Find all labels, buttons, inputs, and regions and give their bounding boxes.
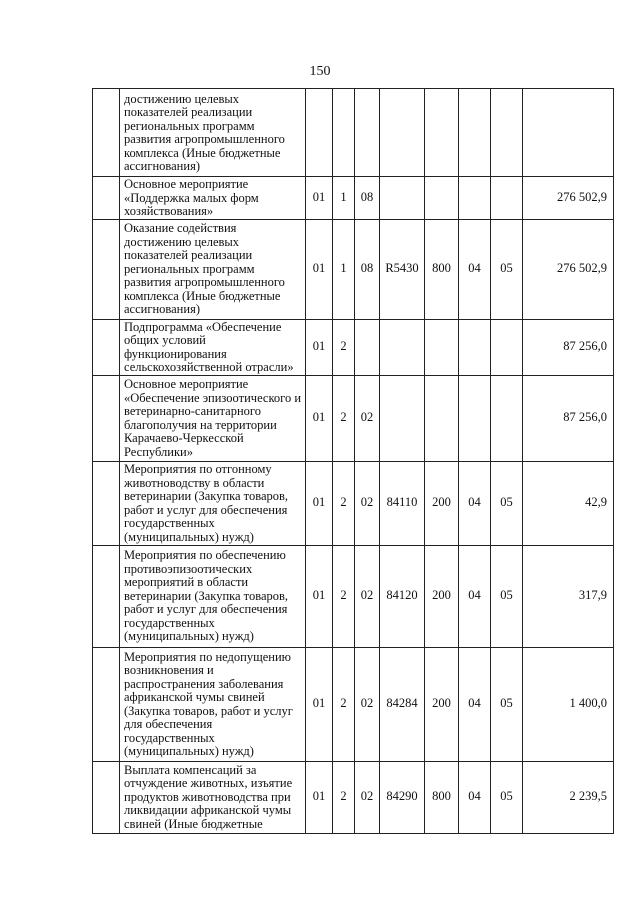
row-amount-cell: 276 502,9: [523, 219, 614, 319]
direction-code-cell: 84284: [380, 647, 425, 761]
subprogram-code-cell: 2: [333, 375, 355, 461]
row-amount-cell: 1 400,0: [523, 647, 614, 761]
row-blank-cell: [93, 545, 120, 647]
subsection-cell: 05: [491, 545, 523, 647]
direction-code-cell: R5430: [380, 219, 425, 319]
event-code-cell: 02: [355, 461, 380, 545]
subprogram-code-cell: 2: [333, 761, 355, 833]
subprogram-code-cell: 2: [333, 461, 355, 545]
program-code-cell: 01: [306, 177, 333, 220]
row-name-cell: достижению целевых показателей реализации региональных программ развития агропромышленного комплекса (Иные бюджетные ассигнования): [120, 89, 306, 177]
program-code-cell: 01: [306, 545, 333, 647]
row-name-cell: Основное мероприятие «Обеспечение эпизоотического и ветеринарно-санитарного благополучия на территории Карачаево-Черкесской Республики»: [120, 375, 306, 461]
subprogram-code-cell: 2: [333, 545, 355, 647]
expense-type-cell: 800: [425, 219, 459, 319]
row-amount-cell: 317,9: [523, 545, 614, 647]
expense-type-cell: 200: [425, 545, 459, 647]
event-code-cell: 08: [355, 219, 380, 319]
section-cell: [459, 177, 491, 220]
row-blank-cell: [93, 375, 120, 461]
section-cell: [459, 375, 491, 461]
section-cell: 04: [459, 647, 491, 761]
row-name-cell: Мероприятия по отгонному животноводству в области ветеринарии (Закупка товаров, работ и услуг для обеспечения государственных (муниципальных) нужд): [120, 461, 306, 545]
row-name-cell: Мероприятия по недопущению возникновения и распространения заболевания африканской чумы свиней (Закупка товаров, работ и услуг для обеспечения государственных (муниципальных) нужд): [120, 647, 306, 761]
row-name-cell: Подпрограмма «Обеспечение общих условий функционирования сельскохозяйственной отрасли»: [120, 319, 306, 375]
row-name-cell: Мероприятия по обеспечению противоэпизоотических мероприятий в области ветеринарии (Закупка товаров, работ и услуг для обеспечения государственных (муниципальных) нужд): [120, 545, 306, 647]
expense-type-cell: [425, 319, 459, 375]
direction-code-cell: [380, 177, 425, 220]
subprogram-code-cell: 2: [333, 647, 355, 761]
event-code-cell: [355, 89, 380, 177]
subsection-cell: 05: [491, 647, 523, 761]
row-blank-cell: [93, 647, 120, 761]
direction-code-cell: [380, 89, 425, 177]
event-code-cell: 02: [355, 647, 380, 761]
program-code-cell: 01: [306, 219, 333, 319]
program-code-cell: [306, 89, 333, 177]
section-cell: [459, 319, 491, 375]
expense-type-cell: [425, 89, 459, 177]
program-code-cell: 01: [306, 647, 333, 761]
table-row: [93, 319, 614, 375]
row-amount-cell: 276 502,9: [523, 177, 614, 220]
subsection-cell: 05: [491, 219, 523, 319]
subsection-cell: [491, 319, 523, 375]
table-row: [93, 375, 614, 461]
section-cell: 04: [459, 461, 491, 545]
event-code-cell: [355, 319, 380, 375]
subprogram-code-cell: 2: [333, 319, 355, 375]
table-row: [93, 761, 614, 833]
direction-code-cell: [380, 375, 425, 461]
row-name-cell: Выплата компенсаций за отчуждение животных, изъятие продуктов животноводства при ликвидации африканской чумы свиней (Иные бюджетные: [120, 761, 306, 833]
direction-code-cell: [380, 319, 425, 375]
program-code-cell: 01: [306, 375, 333, 461]
table-row: [93, 461, 614, 545]
event-code-cell: 02: [355, 375, 380, 461]
section-cell: [459, 89, 491, 177]
subsection-cell: [491, 375, 523, 461]
row-amount-cell: 2 239,5: [523, 761, 614, 833]
row-name-cell: Оказание содействия достижению целевых показателей реализации региональных программ развития агропромышленного комплекса (Иные бюджетные ассигнования): [120, 219, 306, 319]
direction-code-cell: 84290: [380, 761, 425, 833]
table-row: [93, 177, 614, 220]
table-row: [93, 89, 614, 177]
expense-type-cell: [425, 177, 459, 220]
budget-table: [92, 88, 614, 834]
direction-code-cell: 84110: [380, 461, 425, 545]
subsection-cell: 05: [491, 761, 523, 833]
row-blank-cell: [93, 177, 120, 220]
table-row: [93, 545, 614, 647]
program-code-cell: 01: [306, 461, 333, 545]
subsection-cell: 05: [491, 461, 523, 545]
program-code-cell: 01: [306, 761, 333, 833]
row-amount-cell: [523, 89, 614, 177]
subsection-cell: [491, 177, 523, 220]
program-code-cell: 01: [306, 319, 333, 375]
direction-code-cell: 84120: [380, 545, 425, 647]
row-blank-cell: [93, 219, 120, 319]
event-code-cell: 02: [355, 545, 380, 647]
section-cell: 04: [459, 761, 491, 833]
event-code-cell: 02: [355, 761, 380, 833]
section-cell: 04: [459, 545, 491, 647]
event-code-cell: 08: [355, 177, 380, 220]
row-blank-cell: [93, 89, 120, 177]
table-row: [93, 647, 614, 761]
expense-type-cell: 800: [425, 761, 459, 833]
page-number: 150: [309, 64, 331, 79]
expense-type-cell: [425, 375, 459, 461]
row-amount-cell: 87 256,0: [523, 375, 614, 461]
subprogram-code-cell: [333, 89, 355, 177]
row-blank-cell: [93, 319, 120, 375]
section-cell: 04: [459, 219, 491, 319]
subsection-cell: [491, 89, 523, 177]
subprogram-code-cell: 1: [333, 219, 355, 319]
row-blank-cell: [93, 461, 120, 545]
subprogram-code-cell: 1: [333, 177, 355, 220]
row-amount-cell: 87 256,0: [523, 319, 614, 375]
row-blank-cell: [93, 761, 120, 833]
expense-type-cell: 200: [425, 461, 459, 545]
row-name-cell: Основное мероприятие «Поддержка малых форм хозяйствования»: [120, 177, 306, 220]
expense-type-cell: 200: [425, 647, 459, 761]
table-row: [93, 219, 614, 319]
row-amount-cell: 42,9: [523, 461, 614, 545]
